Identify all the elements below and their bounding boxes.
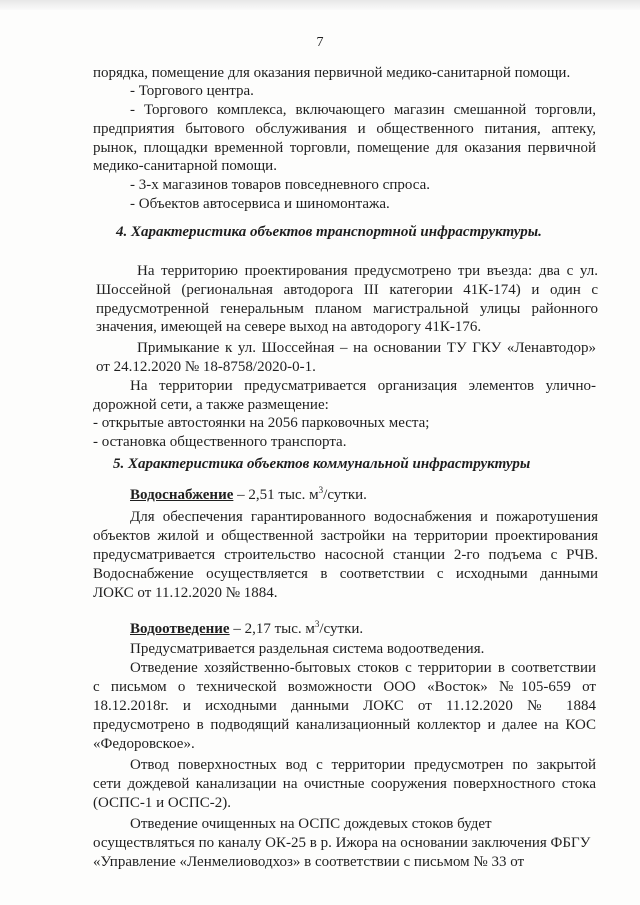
text-line: осуществляться по каналу ОК-25 в р. Ижора на основании заключения ФБГУ (93, 835, 591, 851)
list-item: - Торгового центра. (130, 83, 254, 99)
text-line: сети дождевой канализации на очистные сооружения поверхностного стока (93, 776, 596, 792)
scan-edge-shadow (0, 0, 640, 10)
text-line: Отведение хозяйственно-бытовых стоков с территории в соответствии (130, 660, 596, 676)
text-line: Для обеспечения гарантированного водоснабжения и пожаротушения (130, 509, 598, 525)
text-line: Примыкание к ул. Шоссейная – на основании ТУ ГКУ «Ленавтодор» (137, 340, 596, 356)
text-line: порядка, помещение для оказания первичной медико-санитарной помощи. (93, 65, 571, 81)
text-line: от 24.12.2020 № 18-8758/2020-0-1. (96, 359, 316, 375)
text-line: На территории предусматривается организация элементов улично- (130, 378, 596, 394)
water-disposal-value: – 2,17 тыс. м (229, 621, 315, 637)
text-line: предусмотрено в подводящий канализационный коллектор и далее на КОС (93, 717, 596, 733)
text-line: (ОСПС-1 и ОСПС-2). (93, 795, 231, 811)
water-disposal-exponent: 3 (314, 619, 320, 629)
text-line: Отведение очищенных на ОСПС дождевых стоков будет (130, 816, 492, 832)
text-line: ЛОКС от 11.12.2020 № 1884. (93, 585, 278, 601)
text-line: предприятия бытового обслуживания и общественного питания, аптеку, (93, 121, 596, 137)
water-disposal-label: Водоотведение (130, 621, 230, 637)
text-line: Предусматривается раздельная система водоотведения. (130, 641, 485, 657)
text-line: «Федоровское». (93, 736, 195, 752)
text-line: Шоссейной (региональная автодорога III категории 41К-174) и один с (96, 282, 598, 298)
water-supply-unit: /сутки. (323, 487, 367, 503)
text-line: «Управление «Ленмелиоводхоз» в соответствии с письмом № 33 от (93, 854, 525, 870)
list-item: - Торгового комплекса, включающего магазин смешанной торговли, (130, 102, 596, 118)
text-line: дорожной сети, а также размещение: (93, 397, 329, 413)
text-line: Водоснабжение осуществляется в соответствии с исходными данными (93, 566, 598, 582)
list-item: - открытые автостоянки на 2056 парковочных места; (93, 415, 430, 431)
water-disposal-unit: /сутки. (319, 621, 364, 637)
water-supply-label: Водоснабжение (130, 487, 234, 503)
text-line: Отвод поверхностных вод с территории предусмотрен по закрытой (130, 757, 596, 773)
page-number: 7 (316, 35, 324, 50)
text-line: 18.12.2018г. и исходными данными ЛОКС от 11.12.2020 № 1884 (93, 698, 596, 714)
water-disposal-line (130, 620, 363, 638)
text-line: значения, имеющей на севере выход на автодорогу 41К-176. (96, 319, 482, 335)
text-line: рынок, площадки временной торговли, помещение для оказания первичной (93, 140, 596, 156)
water-supply-value: – 2,51 тыс. м (233, 487, 319, 503)
section-heading-5: 5. Характеристика объектов коммунальной инфраструктуры (113, 456, 531, 472)
text-line: предусмотренной генеральным планом магистральной улицы районного (96, 301, 598, 317)
list-item: - остановка общественного транспорта. (93, 434, 347, 450)
text-line: На территорию проектирования предусмотрено три въезда: два с ул. (137, 263, 598, 279)
text-line: медико-санитарной помощи. (93, 158, 277, 174)
list-item: - Объектов автосервиса и шиномонтажа. (130, 196, 390, 212)
text-line: с письмом о технической возможности ООО «Восток» №105-659 от (93, 679, 596, 695)
text-line: объектов жилой и общественной застройки на территории проектирования (93, 528, 598, 544)
section-heading-4: 4. Характеристика объектов транспортной инфраструктуры. (116, 224, 542, 240)
text-line: предусматривается строительство насосной станции 2-го подъема с РЧВ. (93, 547, 598, 563)
list-item: - 3-х магазинов товаров повседневного спроса. (130, 177, 430, 193)
water-supply-exponent: 3 (318, 485, 324, 495)
water-supply-line (130, 486, 367, 504)
